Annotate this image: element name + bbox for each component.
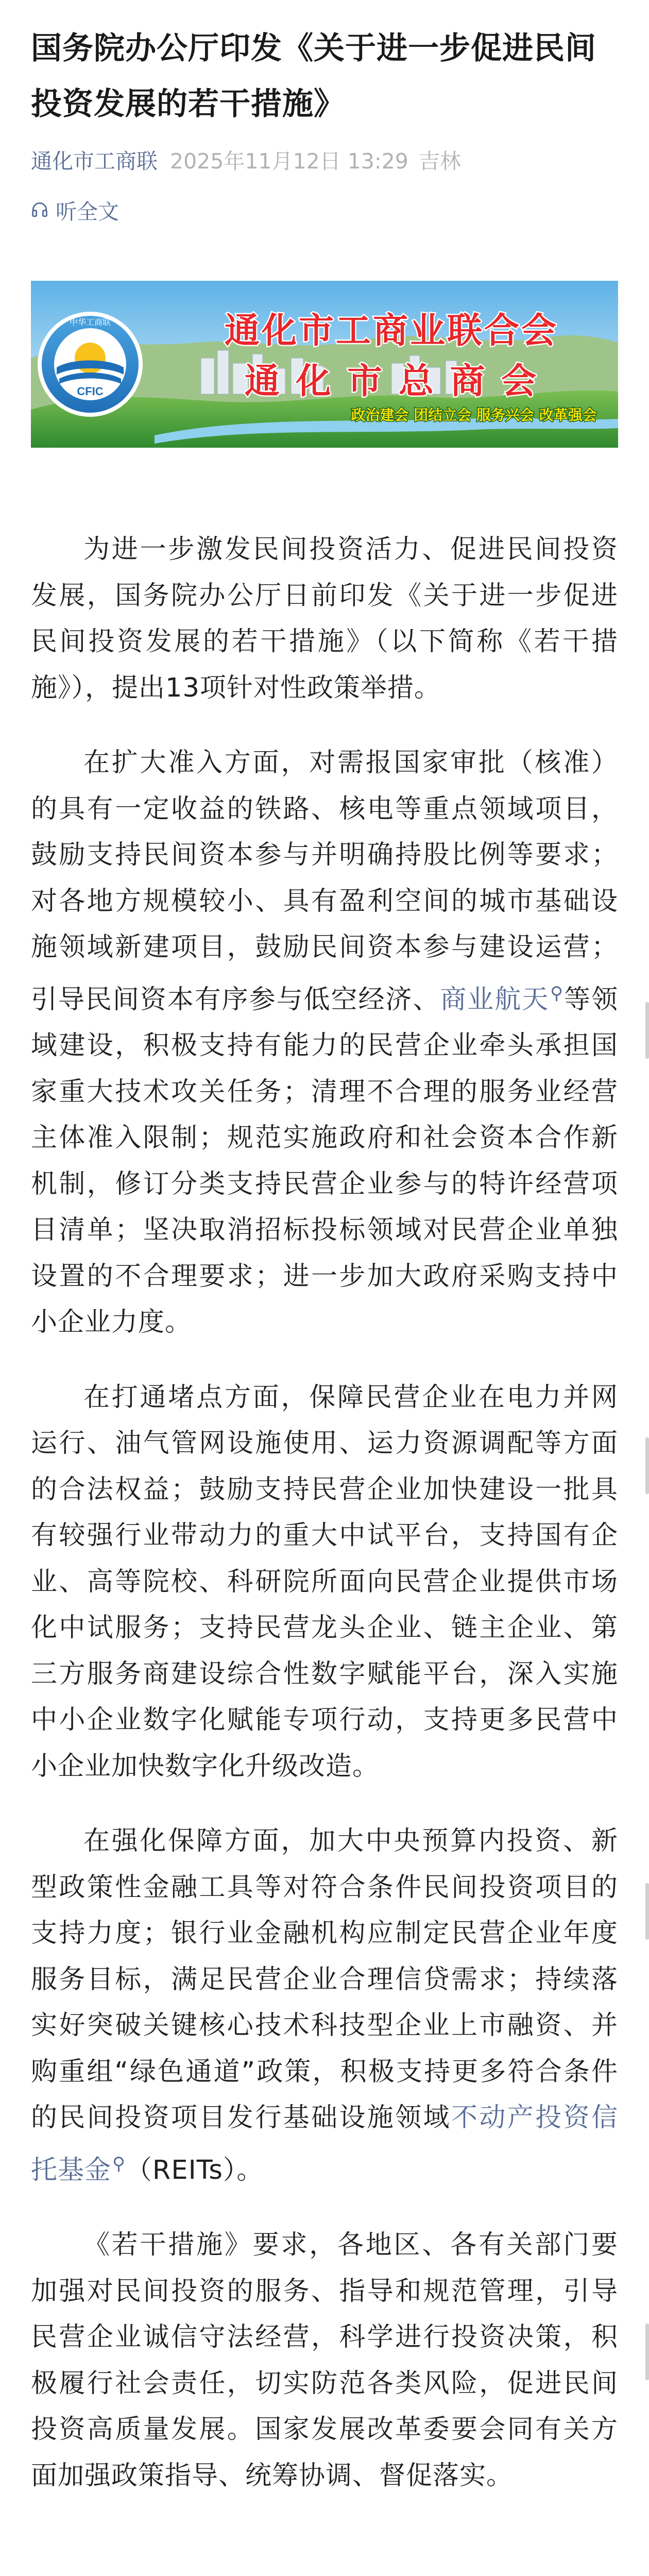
article-body bbox=[31, 527, 618, 2528]
article-title: 国务院办公厅印发《关于进一步促进民间投资发展的若干措施》 bbox=[31, 30, 596, 122]
paragraph-bottlenecks: 在打通堵点方面，保障民营企业在电力并网运行、油气管网设施使用、运力资源调配等方面的合法权益；鼓励支持民营企业加快建设一批具有较强行业带动力的重大中试平台，支持国有企业、高等院校、科研院所面向民营企业提供市场化中试服务；支持民营龙头企业、链主企业、第三方服务商建设综合性数字赋能平台，深入实施中小企业数字化赋能专项行动，支持更多民营中小企业加快数字化升级改造。 bbox=[31, 1382, 618, 1782]
article-meta bbox=[31, 145, 461, 173]
paragraph-market-access bbox=[31, 740, 618, 1346]
logo-text: CFIC bbox=[77, 385, 104, 398]
scroll-indicator bbox=[645, 1002, 649, 1059]
keyword-link-reits[interactable]: 不动产投资信托基金⚲ bbox=[31, 2103, 618, 2185]
banner-title-2: 通 化 市 总 商 会 bbox=[244, 361, 539, 402]
keyword-link-commercial-space[interactable]: 商业航天⚲ bbox=[440, 982, 564, 1015]
paragraph-requirements: 《若干措施》要求，各地区、各有关部门要加强对民间投资的服务、指导和规范管理，引导民营企业诚信守法经营，科学进行投资决策，积极履行社会责任，切实防范各类风险，促进民间投资高质量发展。国家发展改革委要会同有关方面加强政策指导、统筹协调、督促落实。 bbox=[31, 2230, 618, 2491]
listen-label: 听全文 bbox=[56, 199, 119, 224]
scroll-indicator bbox=[645, 1437, 649, 1494]
paragraph-intro: 为进一步激发民间投资活力、促进民间投资发展，国务院办公厅日前印发《关于进一步促进民间投资发展的若干措施》（以下简称《若干措施》），提出13项针对性政策举措。 bbox=[31, 534, 618, 703]
paragraph-guarantees bbox=[31, 1818, 618, 2193]
scroll-indicator bbox=[645, 2324, 649, 2380]
headphones-icon bbox=[31, 201, 48, 218]
logo-ring-text: 中华工商联 bbox=[69, 317, 111, 327]
paragraph-text: 等领域建设，积极支持有能力的民营企业牵头承担国家重大技术攻关任务；清理不合理的服务业经营主体准入限制；规范实施政府和社会资本合作新机制，修订分类支持民营企业参与的特许经营项目清单；坚决取消招标投标领域对民营企业单独设置的不合理要求；进一步加大政府采购支持中小企业力度。 bbox=[31, 984, 618, 1337]
cfic-logo bbox=[38, 312, 143, 417]
banner-image bbox=[31, 281, 618, 448]
scroll-indicator bbox=[645, 1883, 649, 1940]
listen-full-text-button[interactable] bbox=[31, 195, 119, 224]
paragraph-text: （REITs）。 bbox=[125, 2155, 264, 2185]
paragraph-text: 在强化保障方面，加大中央预算内投资、新型政策性金融工具等对符合条件民间投资项目的支持力度；银行业金融机构应制定民营企业年度服务目标，满足民营企业合理信贷需求；持续落实好突破关键核心技术科技型企业上市融资、并购重组“绿色通道”政策，积极支持更多符合条件的民间投资项目发行基础设施领域 bbox=[31, 1826, 618, 2133]
author-link[interactable]: 通化市工商联 bbox=[31, 148, 158, 174]
search-icon: ⚲ bbox=[550, 982, 564, 1004]
banner-slogan: 政治建会 团结立会 服务兴会 改革强会 bbox=[351, 406, 597, 423]
banner-title-1: 通化市工商业联合会 bbox=[224, 310, 559, 351]
ip-location: 吉林 bbox=[418, 148, 461, 174]
search-icon: ⚲ bbox=[112, 2153, 126, 2174]
publish-date: 2025年11月12日 13:29 bbox=[170, 148, 408, 174]
paragraph-text: 在扩大准入方面，对需报国家审批（核准）的具有一定收益的铁路、核电等重点领域项目，鼓励支持民间资本参与并明确持股比例等要求；对各地方规模较小、具有盈利空间的城市基础设施领域新建项目，鼓励民间资本参与建设运营；引导民间资本有序参与低空经济、 bbox=[31, 748, 618, 1015]
